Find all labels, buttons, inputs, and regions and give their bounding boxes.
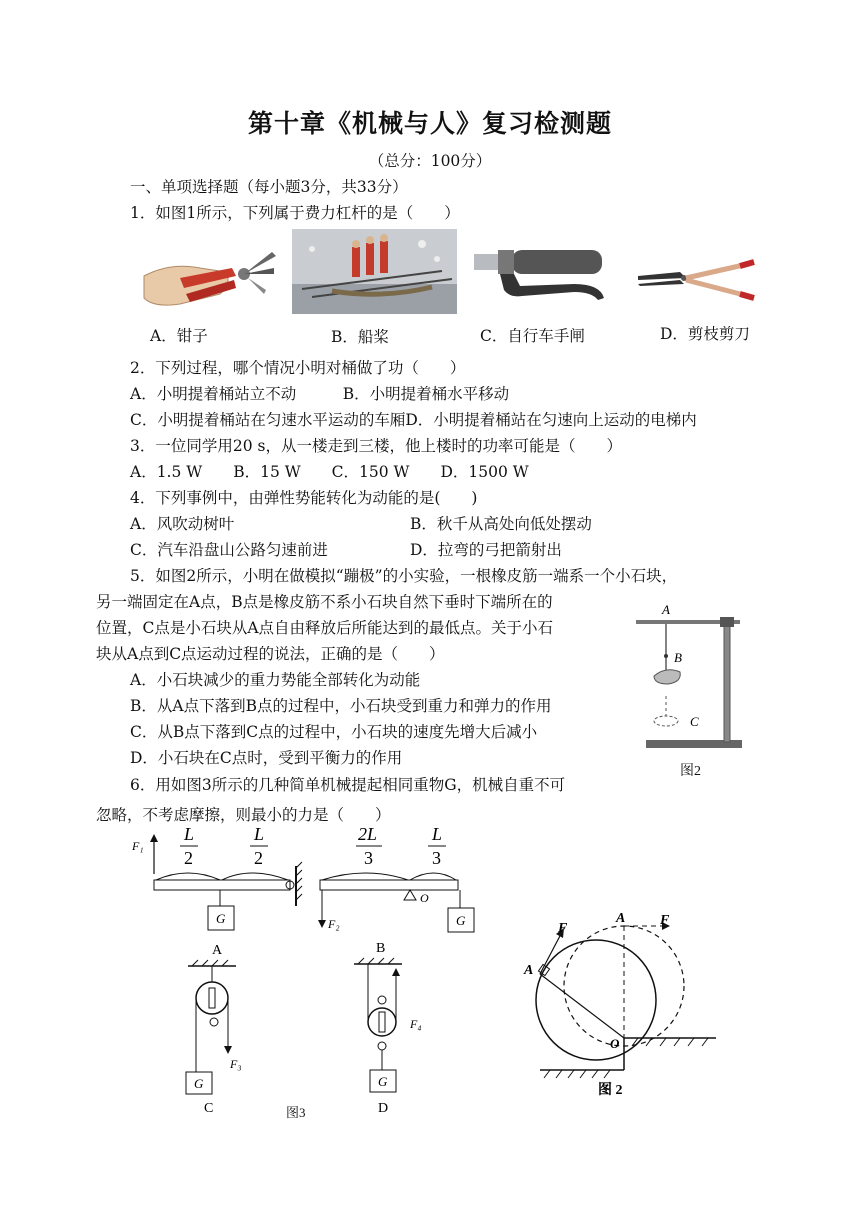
lever2-three-2: 3 xyxy=(432,848,441,868)
q5-line4: 块从A点到C点运动过程的说法，正确的是（ ） xyxy=(96,645,445,663)
lever2-g: G xyxy=(456,913,466,928)
q5-line3: 位置，C点是小石块从A点自由释放后所能达到的最低点。关于小石 xyxy=(96,619,554,637)
right-fig-o: O xyxy=(610,1036,620,1051)
q4-option-b: B．秋千从高处向低处摆动 xyxy=(410,515,592,533)
lever1-l-2: L xyxy=(254,824,265,844)
q5-line2: 另一端固定在A点，B点是橡皮筋不系小石块自然下垂时下端所在的 xyxy=(96,593,553,611)
lever2-o: O xyxy=(420,891,429,905)
label-f1: F₁ xyxy=(132,839,144,853)
q5-option-b: B．从A点下落到B点的过程中，小石块受到重力和弹力的作用 xyxy=(130,697,552,715)
q1-caption-b: B．船桨 xyxy=(331,328,389,346)
lever2-l: L xyxy=(432,824,443,844)
lever1-two-1: 2 xyxy=(184,848,193,868)
fig3-caption: 图3 xyxy=(286,1105,306,1120)
bike-brake-image xyxy=(474,244,606,306)
pulley-label-b: B xyxy=(376,941,386,956)
q4-stem: 4．下列事例中，由弹性势能转化为动能的是( ) xyxy=(130,489,478,507)
page-title: 第十章《机械与人》复习检测题 xyxy=(247,109,612,138)
q3-stem: 3．一位同学用20 s，从一楼走到三楼，他上楼时的功率可能是（ ） xyxy=(130,437,622,455)
q4-option-d: D．拉弯的弓把箭射出 xyxy=(410,541,562,559)
q6-line1: 6．用如图3所示的几种简单机械提起相同重物G，机械自重不可 xyxy=(130,776,566,794)
q5-option-d: D．小石块在C点时，受到平衡力的作用 xyxy=(130,749,403,767)
right-fig-a1: A xyxy=(524,963,534,978)
right-fig-f1: F xyxy=(558,921,568,936)
q5-option-c: C．从B点下落到C点的过程中，小石块的速度先增大后减小 xyxy=(130,723,538,741)
q2-options-1: A．小明提着桶站立不动 B．小明提着桶水平移动 xyxy=(130,385,510,403)
q6-line2: 忽略，不考虑摩擦，则最小的力是（ ） xyxy=(96,806,391,824)
q1-caption-a: A．钳子 xyxy=(150,327,208,345)
right-fig-a2: A xyxy=(616,911,626,926)
pulley-d-g: G xyxy=(378,1074,388,1089)
fig2-caption: 图2 xyxy=(680,764,701,779)
label-f2: F₂ xyxy=(328,917,340,931)
cylinder-step-figure xyxy=(516,908,726,1098)
label-f4: F₄ xyxy=(410,1017,422,1031)
lever2-three-1: 3 xyxy=(364,848,373,868)
fig2-label-b: B xyxy=(674,650,682,665)
pulley-label-d: D xyxy=(378,1101,389,1116)
lever1-g: G xyxy=(216,911,226,926)
rowing-boat-image xyxy=(292,229,457,314)
pulley-label-c: C xyxy=(204,1101,214,1116)
q4-option-c: C．汽车沿盘山公路匀速前进 xyxy=(130,541,328,559)
lever2-2l: 2L xyxy=(358,824,378,844)
fig2-label-c: C xyxy=(690,714,699,729)
q3-options: A．1.5 W B．15 W C．150 W D．1500 W xyxy=(130,463,529,481)
q2-options-2: C．小明提着桶站在匀速水平运动的车厢D．小明提着桶站在匀速向上运动的电梯内 xyxy=(130,411,697,429)
section-heading: 一、单项选择题（每小题3分，共33分） xyxy=(130,178,408,196)
total-score: （总分：100分） xyxy=(368,152,492,170)
q4-option-a: A．风吹动树叶 xyxy=(130,515,235,533)
lever1-l-1: L xyxy=(184,824,195,844)
q2-stem: 2．下列过程，哪个情况小明对桶做了功（ ） xyxy=(130,359,466,377)
q1-stem: 1．如图1所示，下列属于费力杠杆的是（ ） xyxy=(130,204,460,222)
q5-option-a: A．小石块减少的重力势能全部转化为动能 xyxy=(130,671,421,689)
q1-caption-c: C．自行车手闸 xyxy=(480,327,585,345)
bungee-stand-figure xyxy=(636,600,746,752)
pulley-c-g: G xyxy=(194,1076,204,1091)
q1-caption-d: D．剪枝剪刀 xyxy=(660,325,750,343)
right-fig-f2: F xyxy=(660,913,670,928)
pruning-shears-image xyxy=(636,256,756,306)
right-fig-caption: 图 2 xyxy=(598,1083,623,1098)
lever1-two-2: 2 xyxy=(254,848,263,868)
pulley-label-a: A xyxy=(212,943,223,958)
simple-machines-figure xyxy=(120,824,490,1124)
fig2-label-a: A xyxy=(662,602,670,617)
label-f3: F₃ xyxy=(230,1057,242,1071)
pliers-image xyxy=(140,238,280,318)
q5-line1: 5．如图2所示，小明在做模拟“蹦极”的小实验，一根橡皮筋一端系一个小石块， xyxy=(130,567,678,585)
